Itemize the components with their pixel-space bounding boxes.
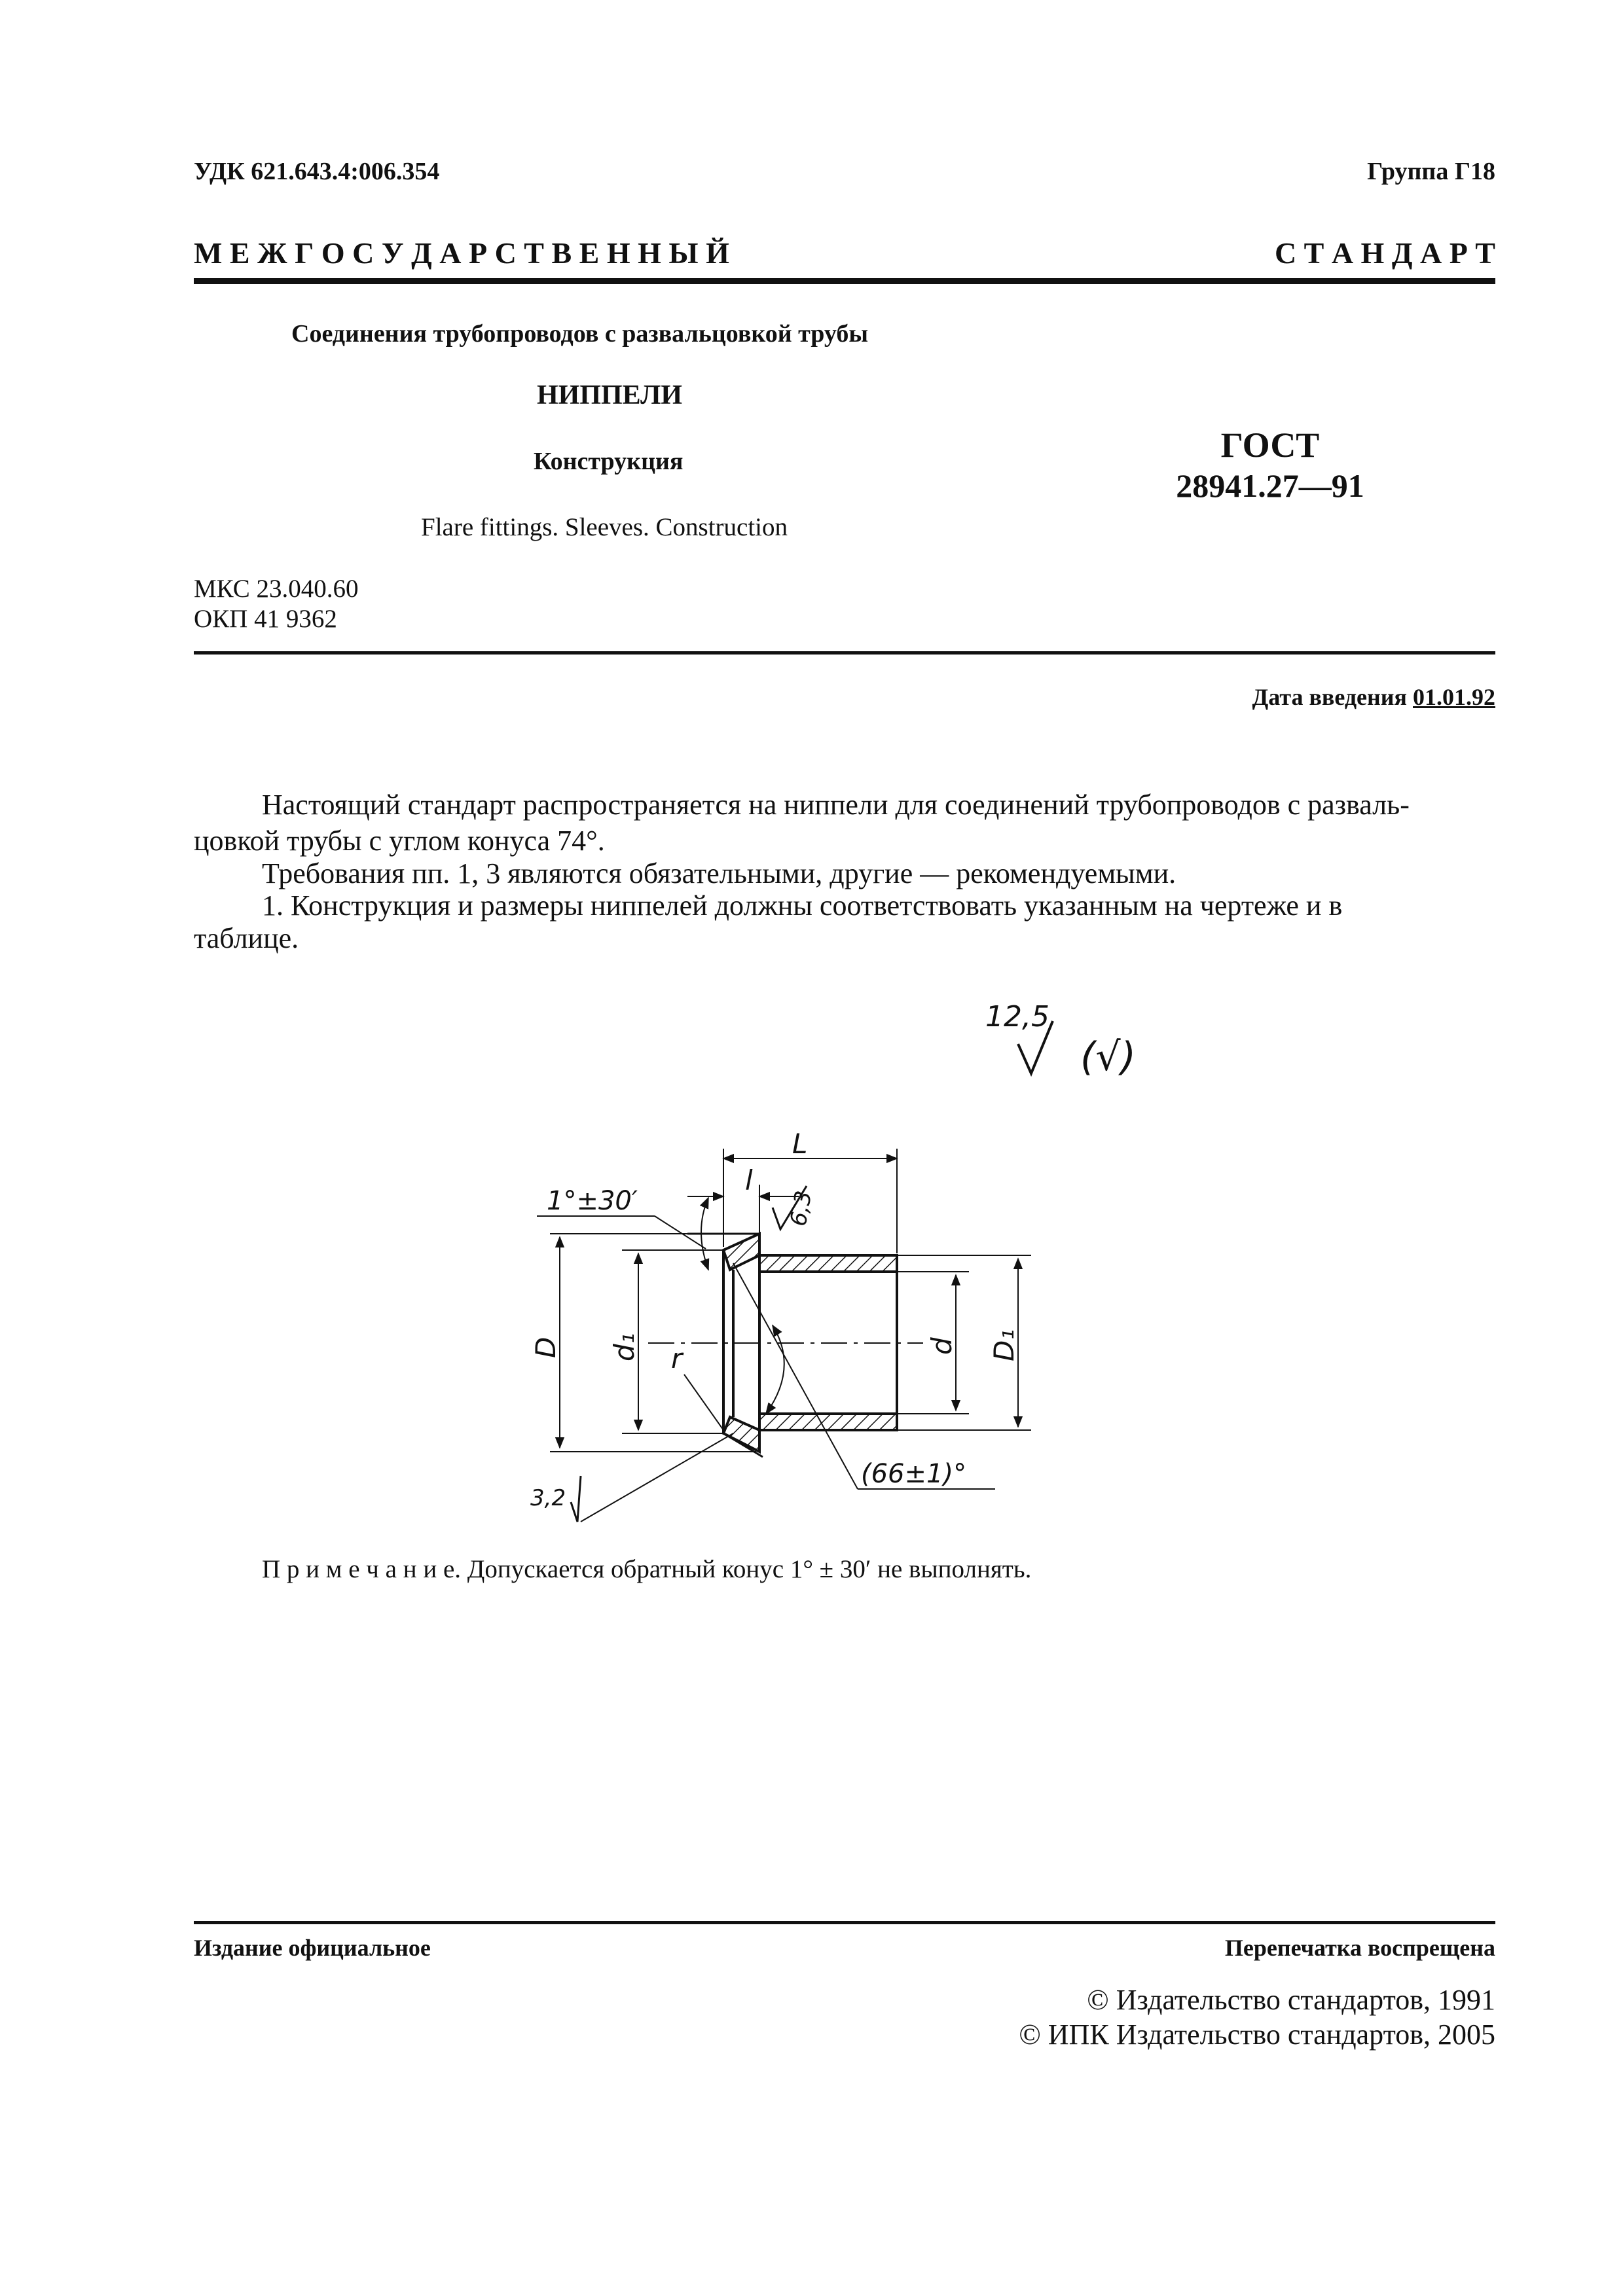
paragraph-construction-cont: таблице. [194, 922, 299, 954]
banner-standard: С Т А Н Д А Р Т [1274, 236, 1495, 270]
dimension-d1-label: d₁ [608, 1333, 640, 1361]
dimension-D1-label: D₁ [988, 1329, 1020, 1361]
dimension-D-label: D [530, 1336, 562, 1358]
gost-label: ГОСТ [1220, 425, 1320, 465]
nipple-drawing [498, 982, 1283, 1545]
radius-callout [671, 1342, 723, 1430]
roughness-63-value: 6,3 [785, 1189, 818, 1229]
doc-title: НИППЕЛИ [537, 380, 683, 410]
roughness-general-value: 12,5 [985, 1000, 1049, 1033]
roughness-32-value: 3,2 [530, 1485, 566, 1511]
dimension-l-label: l [745, 1164, 753, 1196]
header-rule [194, 278, 1495, 284]
radius-label: r [671, 1342, 683, 1374]
paragraph-construction: 1. Конструкция и размеры ниппелей должны соответствовать указанным на чертеже и в [262, 889, 1343, 922]
english-title: Flare fittings. Sleeves. Construction [421, 513, 788, 541]
paragraph-requirements: Требования пп. 1, 3 являются обязательными, другие — рекомендуемыми. [262, 857, 1176, 889]
dimension-L-label: L [792, 1128, 808, 1160]
copyright-2005: © ИПК Издательство стандартов, 2005 [1019, 2018, 1495, 2051]
footer-rule [194, 1921, 1495, 1924]
copyright-1991: © Издательство стандартов, 1991 [1087, 1984, 1495, 2016]
mks-code: МКС 23.040.60 [194, 575, 359, 603]
roughness-63-symbol [773, 1186, 817, 1229]
banner-interstate: М Е Ж Г О С У Д А Р С Т В Е Н Н Ы Й [194, 236, 729, 270]
angle-back-taper [537, 1186, 708, 1270]
title-rule [194, 651, 1495, 655]
doc-subject: Соединения трубопроводов с развальцовкой трубы [291, 320, 869, 348]
roughness-general-symbol [985, 1000, 1136, 1080]
note-text: Допускается обратный конус 1° ± 30′ не выполнять. [461, 1555, 1032, 1583]
roughness-32-symbol [530, 1433, 733, 1522]
paragraph-scope: Настоящий стандарт распространяется на ниппели для соединений трубопроводов с разваль- [262, 789, 1410, 821]
introduction-date [1252, 683, 1496, 711]
udk-code: УДК 621.643.4:006.354 [194, 158, 440, 185]
gost-number: 28941.27—91 [1176, 467, 1364, 504]
doc-subtitle: Конструкция [534, 448, 684, 475]
reprint-forbidden: Перепечатка воспрещена [1224, 1935, 1495, 1961]
dimension-d-label: d [926, 1337, 958, 1355]
dimension-l [687, 1164, 799, 1232]
introduction-date-value: 01.01.92 [1413, 684, 1495, 710]
drawing-note [262, 1554, 1031, 1584]
okp-code: ОКП 41 9362 [194, 605, 337, 633]
nipple-section [648, 1234, 923, 1457]
official-edition: Издание официальное [194, 1935, 431, 1961]
note-label: П р и м е ч а н и е. [262, 1555, 462, 1583]
introduction-date-label: Дата введения [1252, 684, 1413, 710]
group-code: Группа Г18 [1367, 158, 1495, 185]
paragraph-scope-cont: цовкой трубы с углом конуса 74°. [194, 825, 605, 857]
cone-angle-label: (66±1)° [861, 1459, 967, 1489]
angle-back-taper-label: 1°±30′ [547, 1186, 638, 1216]
roughness-paren-symbol: (√) [1080, 1034, 1137, 1080]
